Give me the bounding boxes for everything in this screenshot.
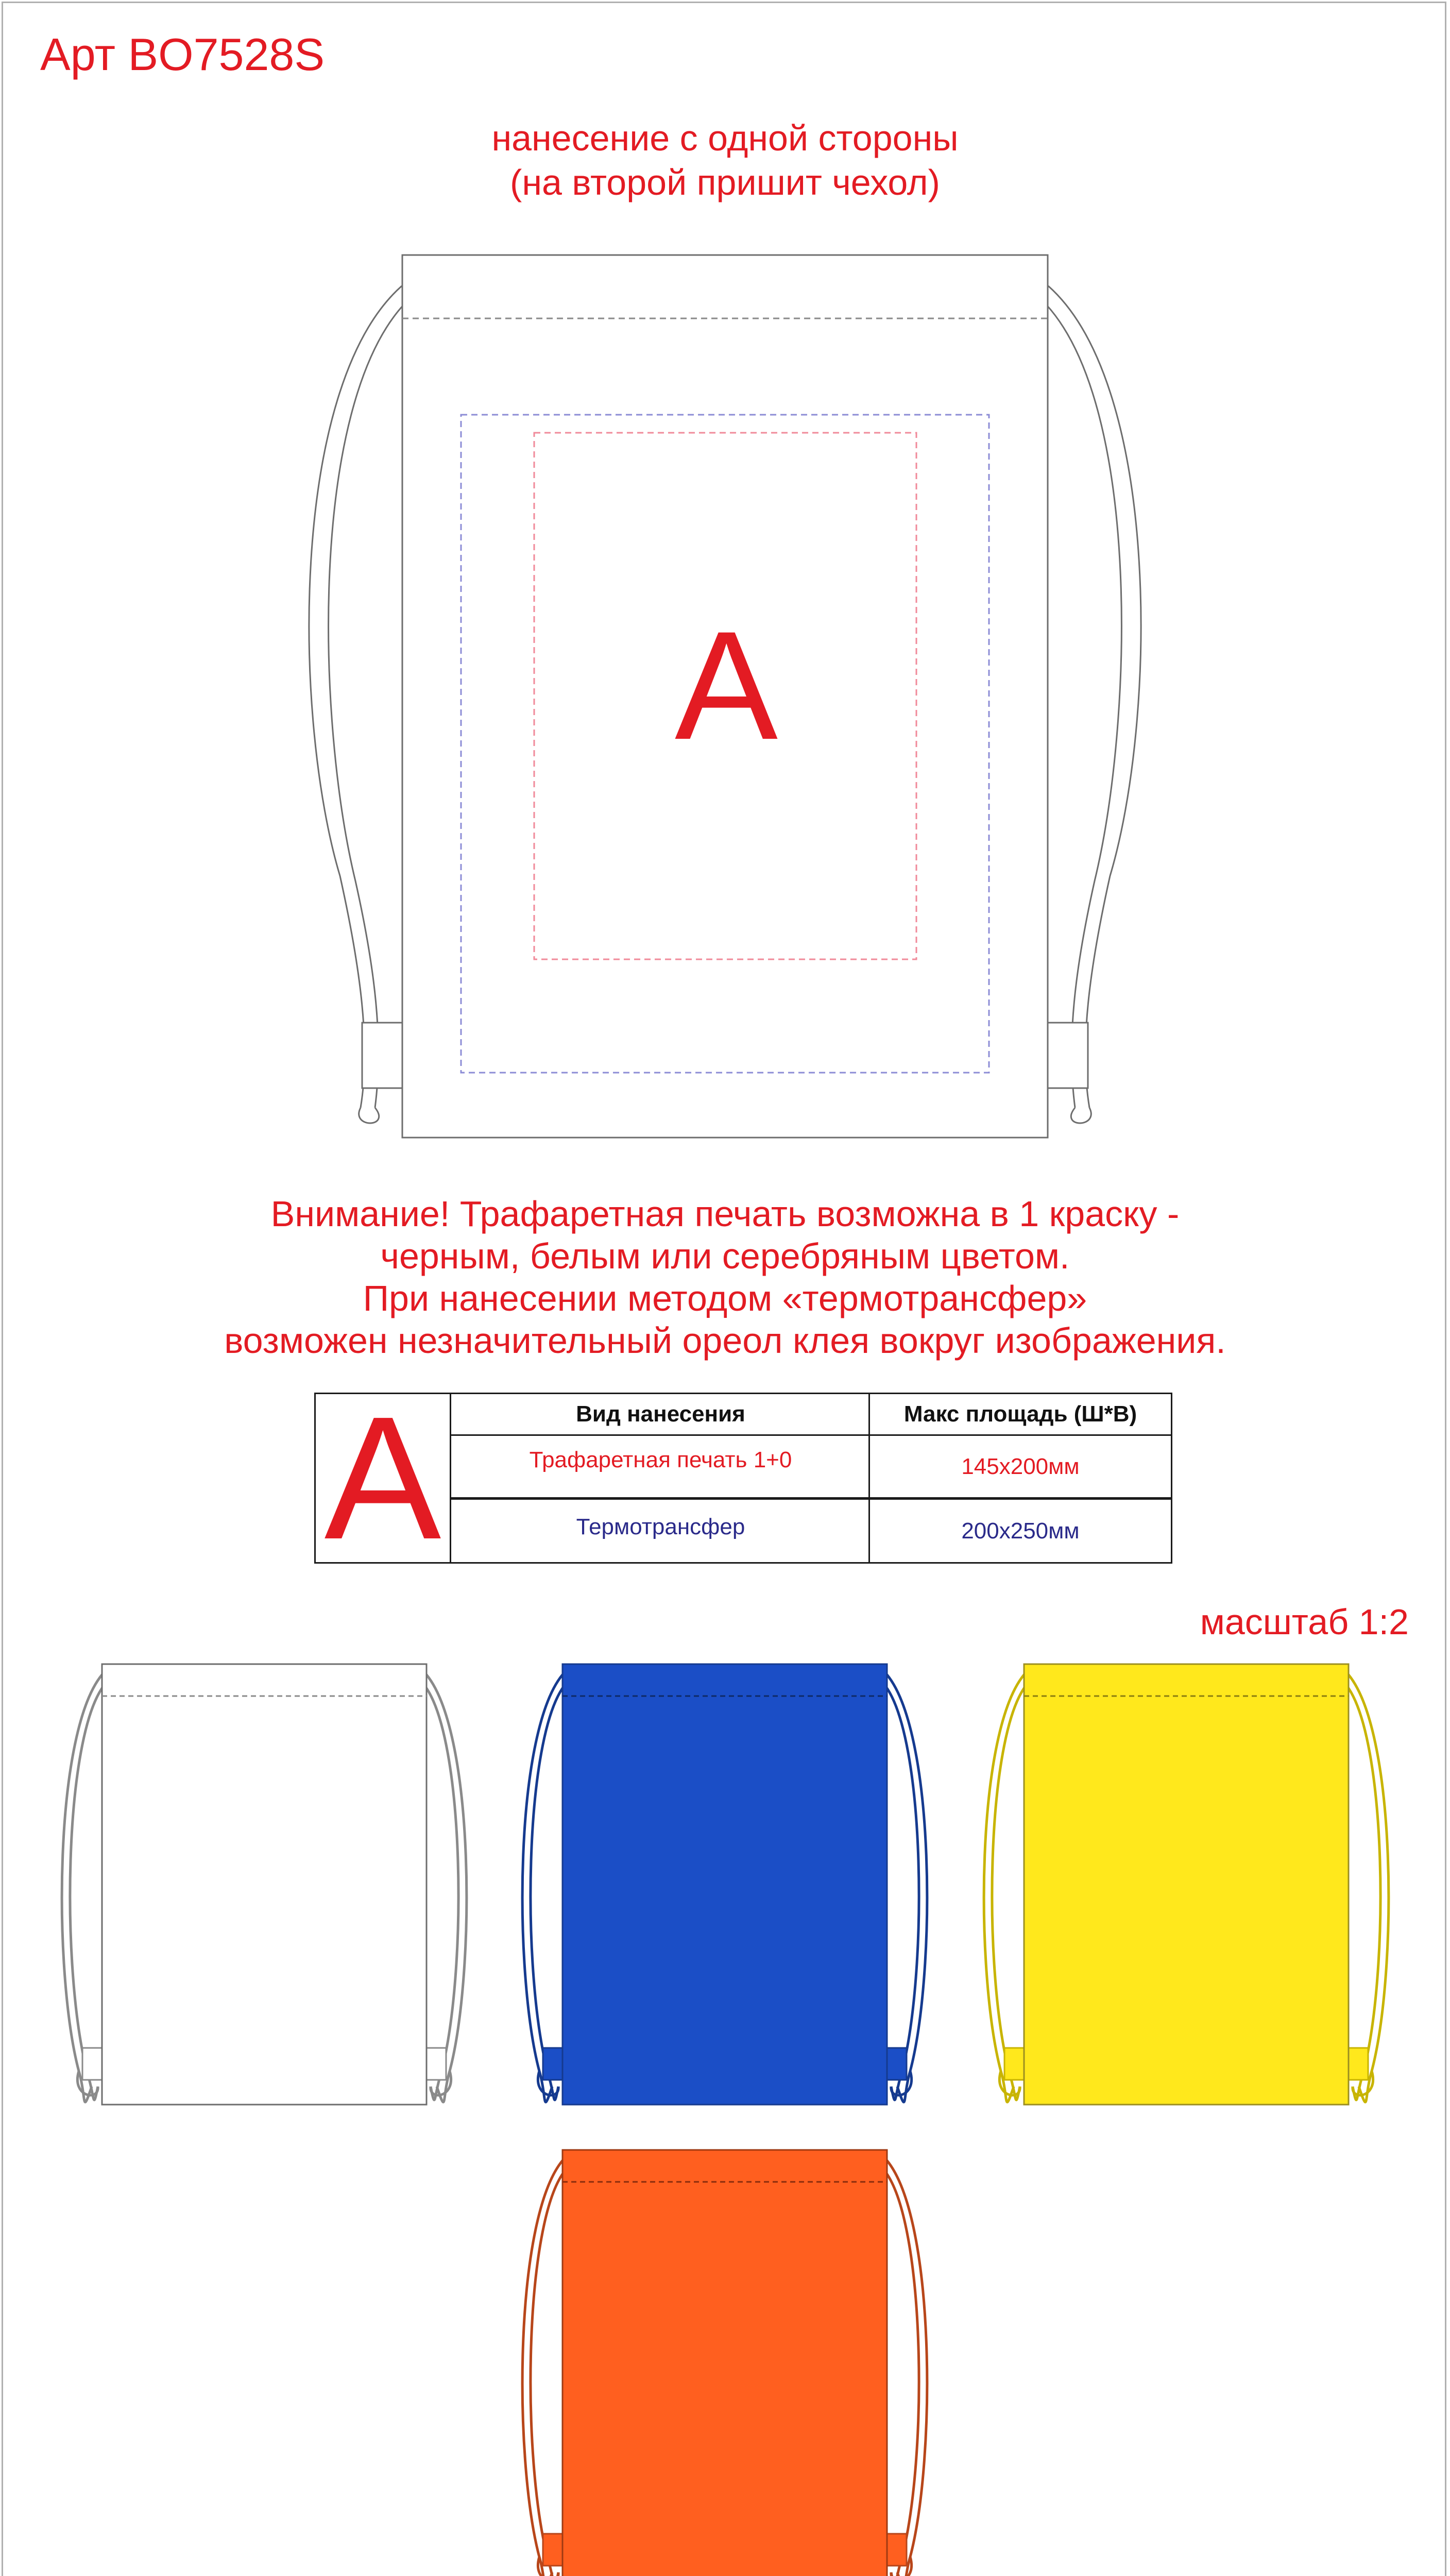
bag-variant-orange xyxy=(522,2150,927,2576)
tab xyxy=(887,2048,907,2080)
tab xyxy=(427,2048,446,2080)
table-row-1-method: Трафаретная печать 1+0 xyxy=(529,1447,792,1472)
table-row-1-area: 145х200мм xyxy=(961,1453,1080,1479)
warning-line-3: При нанесении методом «термотрансфер» xyxy=(363,1278,1087,1318)
body xyxy=(1024,1664,1349,2105)
bag-variant-white xyxy=(62,1664,467,2105)
tab xyxy=(1349,2048,1368,2080)
warning-line-2: черным, белым или серебряным цветом. xyxy=(380,1236,1070,1276)
bag-variant-yellow xyxy=(984,1664,1389,2105)
warning-line-1: Внимание! Трафаретная печать возможна в 1 краску - xyxy=(270,1194,1180,1234)
print-note-line-1: нанесение с одной стороны xyxy=(491,118,959,158)
scale-label: масштаб 1:2 xyxy=(1200,1602,1409,1642)
warning-line-4: возможен незначительный ореол клея вокруг изображения. xyxy=(224,1320,1226,1361)
tab xyxy=(82,2048,102,2080)
tab xyxy=(543,2048,562,2080)
tab xyxy=(1004,2048,1024,2080)
table-letter: A xyxy=(324,1380,441,1576)
table-header-area: Макс площадь (Ш*В) xyxy=(903,1401,1137,1427)
body xyxy=(562,2150,887,2576)
table-row-2-area: 200х250мм xyxy=(961,1518,1080,1544)
article-title: Арт BO7528S xyxy=(40,29,325,80)
print-zone-letter: A xyxy=(674,599,778,772)
body xyxy=(562,1664,887,2105)
print-note-line-2: (на второй пришит чехол) xyxy=(510,162,940,202)
tab xyxy=(887,2534,907,2566)
table-header-method: Вид нанесения xyxy=(576,1401,745,1427)
tab xyxy=(543,2534,562,2566)
body xyxy=(102,1664,427,2105)
bag-variant-blue xyxy=(522,1664,927,2105)
table-row-2-method: Термотрансфер xyxy=(576,1514,745,1539)
